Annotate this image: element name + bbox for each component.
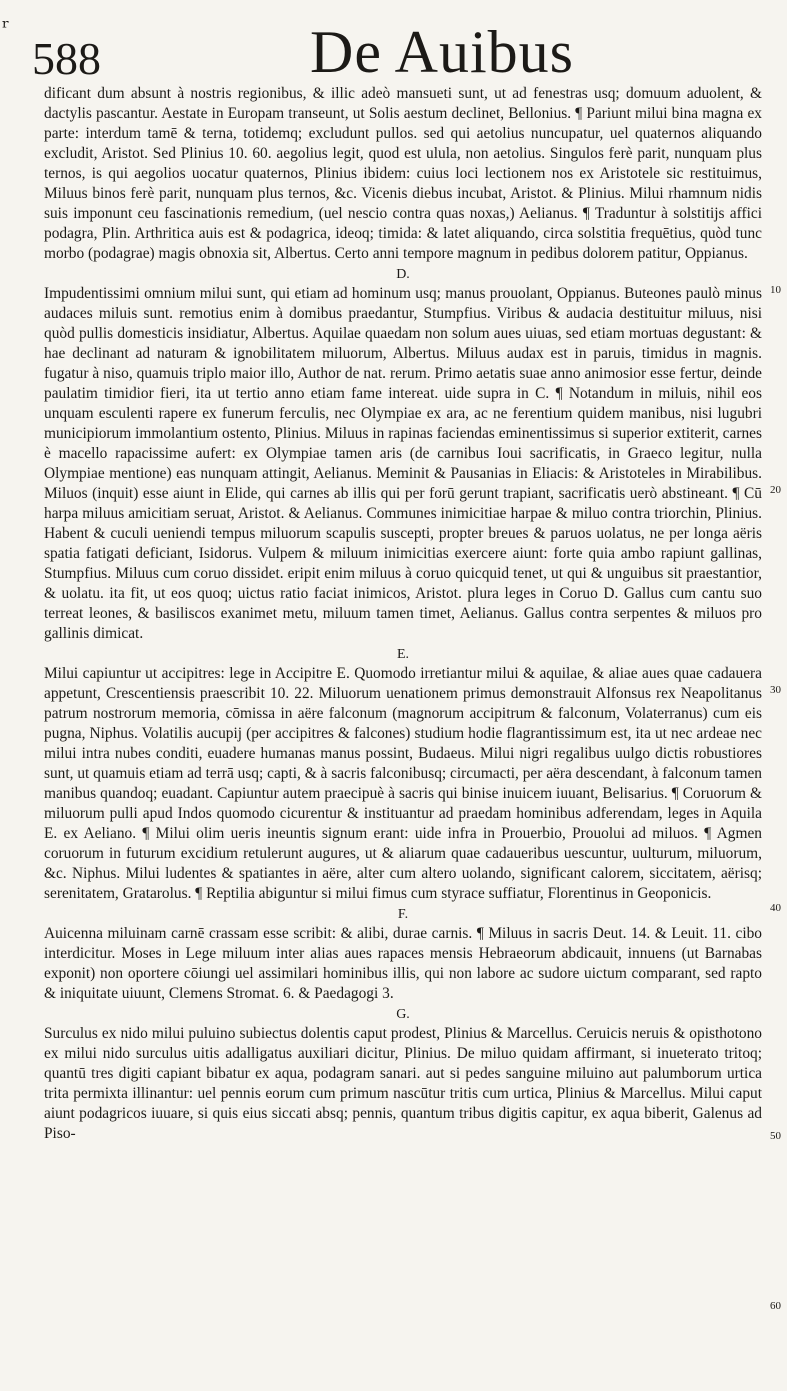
text-body [44,84,762,1144]
running-title: De Auibus [310,19,574,85]
ink-mark: ʳ [2,16,10,41]
line-number: 60 [770,1300,781,1312]
page-number: 588 [32,33,101,84]
line-number: 50 [770,1130,781,1142]
line-number: 20 [770,484,781,496]
section-letter: D. [396,267,410,282]
section-letter: G. [396,1007,410,1022]
paragraph: Milui capiuntur ut accipitres: lege in Accipitre E. Quomodo irretiantur milui & aquilae, & aliae aues quae cadauera appetunt, Crescentiensis praescribit 10. 22. Miluorum uenationem primus demonstrauit Alfonsus rex Neapolitanus patrum nostrorum memoria, cōmissa in aëre falconum (magnorum accipitrum & falconum, Volaterranus) cum eis pugna, Niphus. Volatilis aucupij (per accipitres & falcones) studium hodie flagrantissimum est, ita ut nec ardeae nec milui intra nubes conditi, euadere humanas manus possint, Budaeus. Milui nigri regalibus uulgo dictis robustiores sunt, ut quamuis etiam ad terrā usq; capti, & à sacris falconibusq; circumacti, per aëra descendant, à falconum tamen manibus quandoq; euadant. Capiuntur autem praecipuè à sacris qui binise inuicem iuuant, Belisarius. ¶ Coruorum & miluorum pulli apud Indos quomodo cicurentur & instituantur ad praedam hominibus adferendam, leges in Aquila E. ex Aeliano. ¶ Milui olim ueris ineuntis signum erant: uide infra in Prouerbio, Prouolui ad miluos. ¶ Agmen coruorum in futurum excidium retulerunt augures, ut & aliarum quae cadaueribus uescuntur, uulturum, miluorum, &c. Niphus. Milui ludentes & spatiantes in aëre, alter cum altero uolando, significant calorem, siccitatem, aërisq; serenitatem, Gratarolus. ¶ Reptilia abiguntur si milui fimus cum styrace suffiatur, Florentinus in Geoponicis. [44,665,762,902]
paragraph: dificant dum absunt à nostris regionibus, & illic adeò mansueti sunt, ut ad fenestras usq; domuum aduolent, & dactylis pascantur. Aestate in Europam transeunt, ut Solis aestum declinet, Bellonius. ¶ Pariunt milui bina magna ex parte: interdum tamē & terna, totidemq; excludunt pullos. sed qui aetolius nuncupatur, uel quaternos aliquando excludit, Aristot. Sed Plinius 10. 60. aegolius legit, quod est ulula, non aetolius. Singulos ferè parit, nunquam plus ternos, is qui aegolios uocatur quaternos, Plinius ibidem: cuius loci lectionem nos ex Aristotele sic restituimus, Miluus binos ferè parit, nunquam plus ternos, &c. Vicenis diebus incubat, Aristot. & Plinius. Milui rhamnum nidis suis imponunt ceu fascinationis remedium, (uel nescio contra quas noxas,) Aelianus. ¶ Traduntur à solstitijs affici podagra, Plin. Arthritica auis est & podagrica, ideoq; timida: & latet aliquando, circa solstitia frequētius, quòd tunc morbo (podagrae) magis obnoxia sit, Albertus. Certo anni tempore magnum in pedibus dolorem patitur, Oppianus. [44,85,762,262]
section-letter: E. [396,647,410,662]
paragraph: Surculus ex nido milui puluino subiectus dolentis caput prodest, Plinius & Marcellus. Ceruicis neruis & opisthotono ex milui nido surculus uitis adalligatus auxiliari dicitur, Plinius. De miluo quidam affirmant, si inueterato tritoq; quantū tres digiti capiant bibatur ex aqua, podagram sanari. aut si pedes sanguine miluino aut palumborum urtica trita permixta illinantur: uel pennis eorum cum primum nascūtur tritis cum urtica, Plinius & Marcellus. Milui caput aiunt podagricos iuuare, si quis eius siccati absq; pennis, quantum tribus digitis capitur, ex aqua biberit, Galenus ad Piso- [44,1025,762,1142]
section-letter: F. [397,907,409,922]
paragraph: Auicenna miluinam carnē crassam esse scribit: & alibi, durae carnis. ¶ Miluus in sacris Deut. 14. & Leuit. 11. cibo interdicitur. Moses in Lege miluum inter alias aues rapaces mensis Hebraeorum abdicauit, innuens (ut Barnabas exponit) non oportere cōiungi uel assimilari hominibus illis, qui non labore ac sudore uictum comparant, sed rapto & iniquitate uiuunt, Clemens Stromat. 6. & Paedagogi 3. [44,925,762,1002]
line-number: 30 [770,684,781,696]
page-header [28,19,768,85]
line-number: 40 [770,902,781,914]
line-number: 10 [770,284,781,296]
paragraph: Impudentissimi omnium milui sunt, qui etiam ad hominum usq; manus prouolant, Oppianus. Buteones paulò minus audaces miluis sunt. remotius enim à domibus praedantur, Stumpfius. Viribus & audacia destituitur miluus, nisi quòd pullis domesticis insidiatur, Albertus. Aquilae quaedam non solum aues uiuas, sed etiam mortuas degustant: & hae declinant ad naturam & ignobilitatem miluorum, Albertus. Miluus audax est in paruis, timidus in magnis. fugatur à niso, quamuis triplo maior illo, Author de nat. rerum. Primo aetatis suae anno animosior esse fertur, deinde paulatim timidior fieri, ita ut tertio anno etiam fame intereat. uide supra in C. ¶ Notandum in miluis, nihil eos unquam esculenti rapere ex funerum ferculis, nec Olympiae ex ara, ac ne ferentium quidem manibus, nisi lugubri municipiorum immolantium ostento, Plinius. Miluus in rapinas faciendas eminentissimus si superior extiterit, carnes è macello rapacissime aufert: ex Olympiae tamen aris (de carnibus Ioui sacrificatis, in Graeco legitur, nulla Olympiae mentione) eas nunquam attingit, Aelianus. Meminit & Pausanias in Eliacis: & Aristoteles in Mirabilibus. Miluos (inquit) esse aiunt in Elide, qui carnes ab illis qui per forū gerunt trapiant, sacrificatis uerò abstineant. ¶ Cū harpa miluus amicitiam seruat, Aristot. & Aelianus. Communes inimicitiae harpae & miluo contra triorchin, Plinius. Habent & cuculi ueniendi tempus miluorum scapulis suscepti, propter breues & paruos uolatus, ne per longa aëris spatia fatigati deficiant, Isidorus. Vulpem & miluum inimicitias exercere aiunt: forte quia ambo rapiunt gallinas, Stumpfius. Miluus cum coruo dissidet. eripit enim miluus à coruo quicquid tenet, ut qui & unguibus sit praestantior, & uolatu. ita fit, ut eos quoq; uictus ratio faciat inimicos, Aristot. plura leges in Coruo D. Gallus cum cantu suo terreat leones, & basiliscos exanimet metu, miluum tamen timet, Aelianus. Gallus contra serpentes & miluos pro gallinis dimicat. [44,285,762,642]
